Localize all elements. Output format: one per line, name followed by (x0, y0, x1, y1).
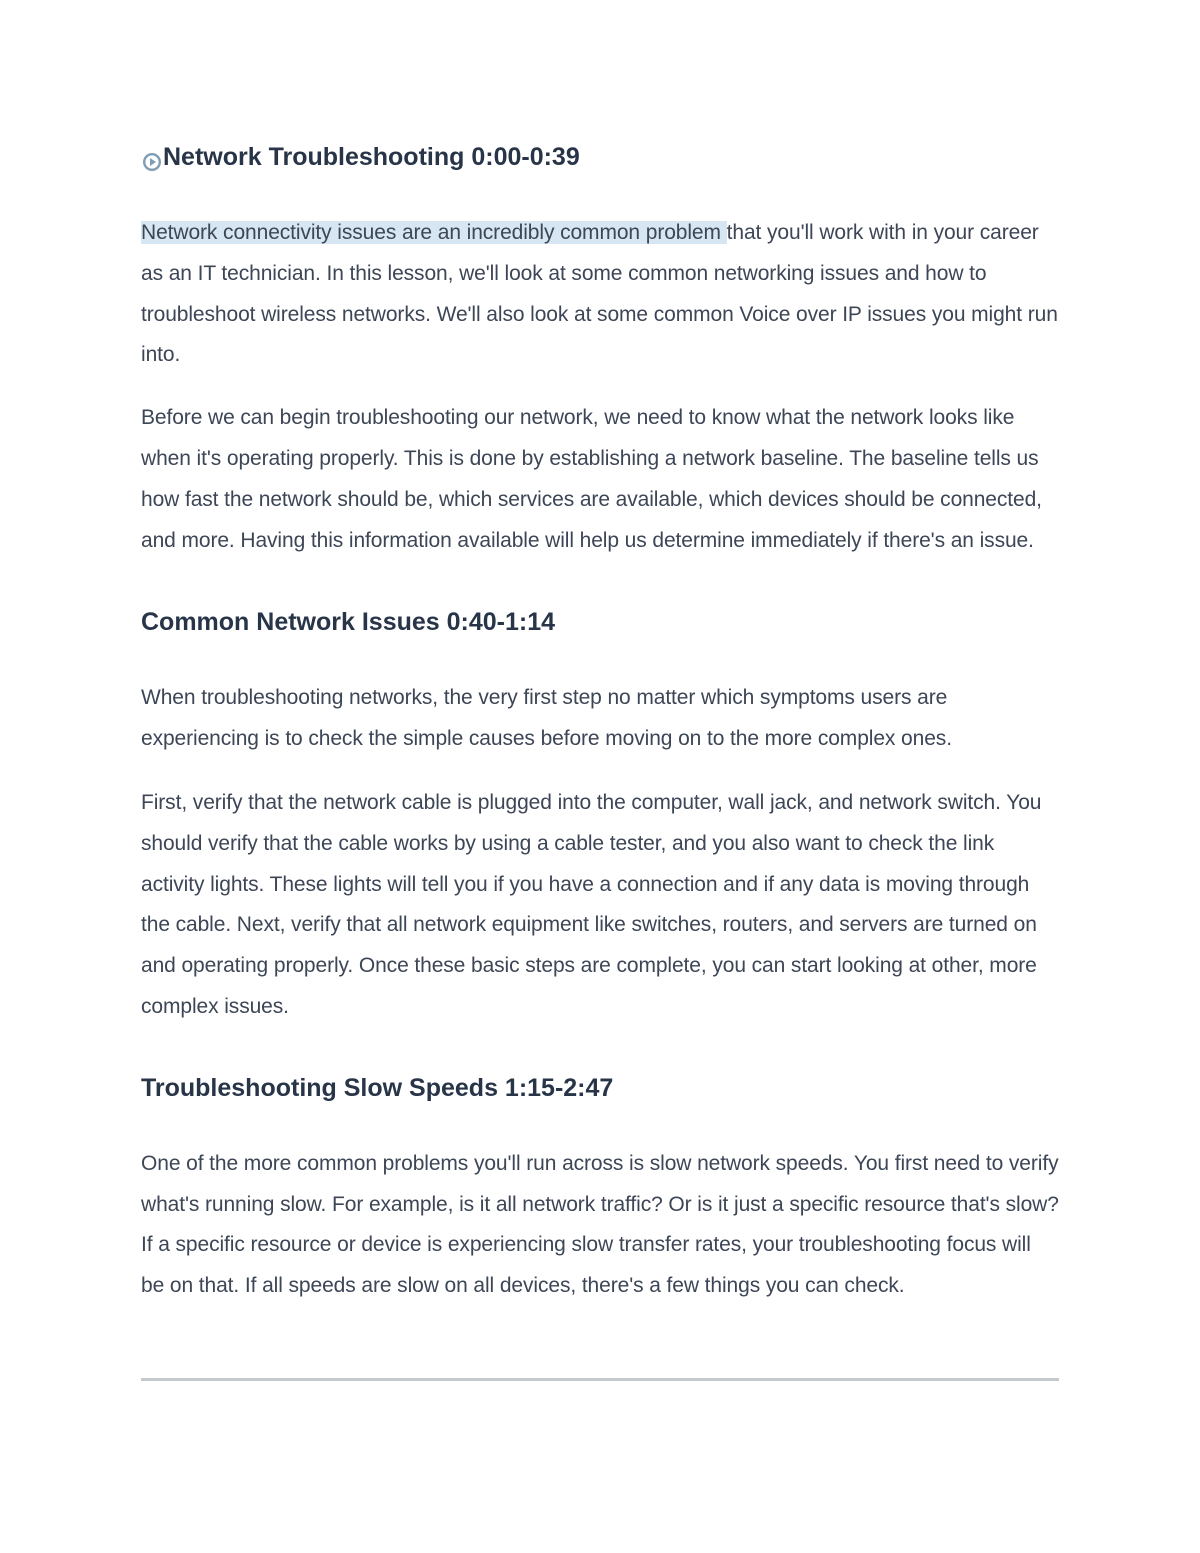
paragraph-text: that you'll work with in your career as an IT technician. In this lesson, we'll look at some common networking issues and how to troubleshoot wireless networks. We'll also look at some common Voice over IP issues you might run into. (141, 221, 1058, 367)
bottom-divider (141, 1378, 1059, 1381)
paragraph-intro (141, 213, 1059, 376)
paragraph-baseline: Before we can begin troubleshooting our network, we need to know what the network looks like when it's operating properly. This is done by establishing a network baseline. The baseline tells us how fast the network should be, which services are available, which devices should be connected, and more. Having this information available will help us determine immediately if there's an issue. (141, 406, 1042, 552)
paragraph-simple-causes: When troubleshooting networks, the very first step no matter which symptoms users are experiencing is to check the simple causes before moving on to the more complex ones. (141, 686, 952, 751)
highlighted-text: Network connectivity issues are an incredibly common problem (141, 221, 727, 244)
section-heading-common-network-issues: Common Network Issues 0:40-1:14 (141, 608, 556, 637)
paragraph-verify-cable: First, verify that the network cable is plugged into the computer, wall jack, and network switch. You should verify that the cable works by using a cable tester, and you also want to check the link activity lights. These lights will tell you if you have a connection and if any data is moving through the cable. Next, verify that all network equipment like switches, routers, and servers are turned on and operating properly. Once these basic steps are complete, you can start looking at other, more complex issues. (141, 790, 1042, 1018)
heading-text: Network Troubleshooting 0:00-0:39 (163, 143, 580, 171)
document-page (141, 140, 1059, 1307)
play-circle-icon[interactable] (142, 147, 162, 167)
section-heading-slow-speeds: Troubleshooting Slow Speeds 1:15-2:47 (141, 1073, 614, 1102)
paragraph-slow-speeds: One of the more common problems you'll run across is slow network speeds. You first need to verify what's running slow. For example, is it all network traffic? Or is it just a specific resource that's slow? If a specific resource or device is experiencing slow transfer rates, your troubleshooting focus will be on that. If all speeds are slow on all devices, there's a few things you can check. (141, 1151, 1059, 1298)
section-heading-network-troubleshooting (142, 140, 1060, 174)
